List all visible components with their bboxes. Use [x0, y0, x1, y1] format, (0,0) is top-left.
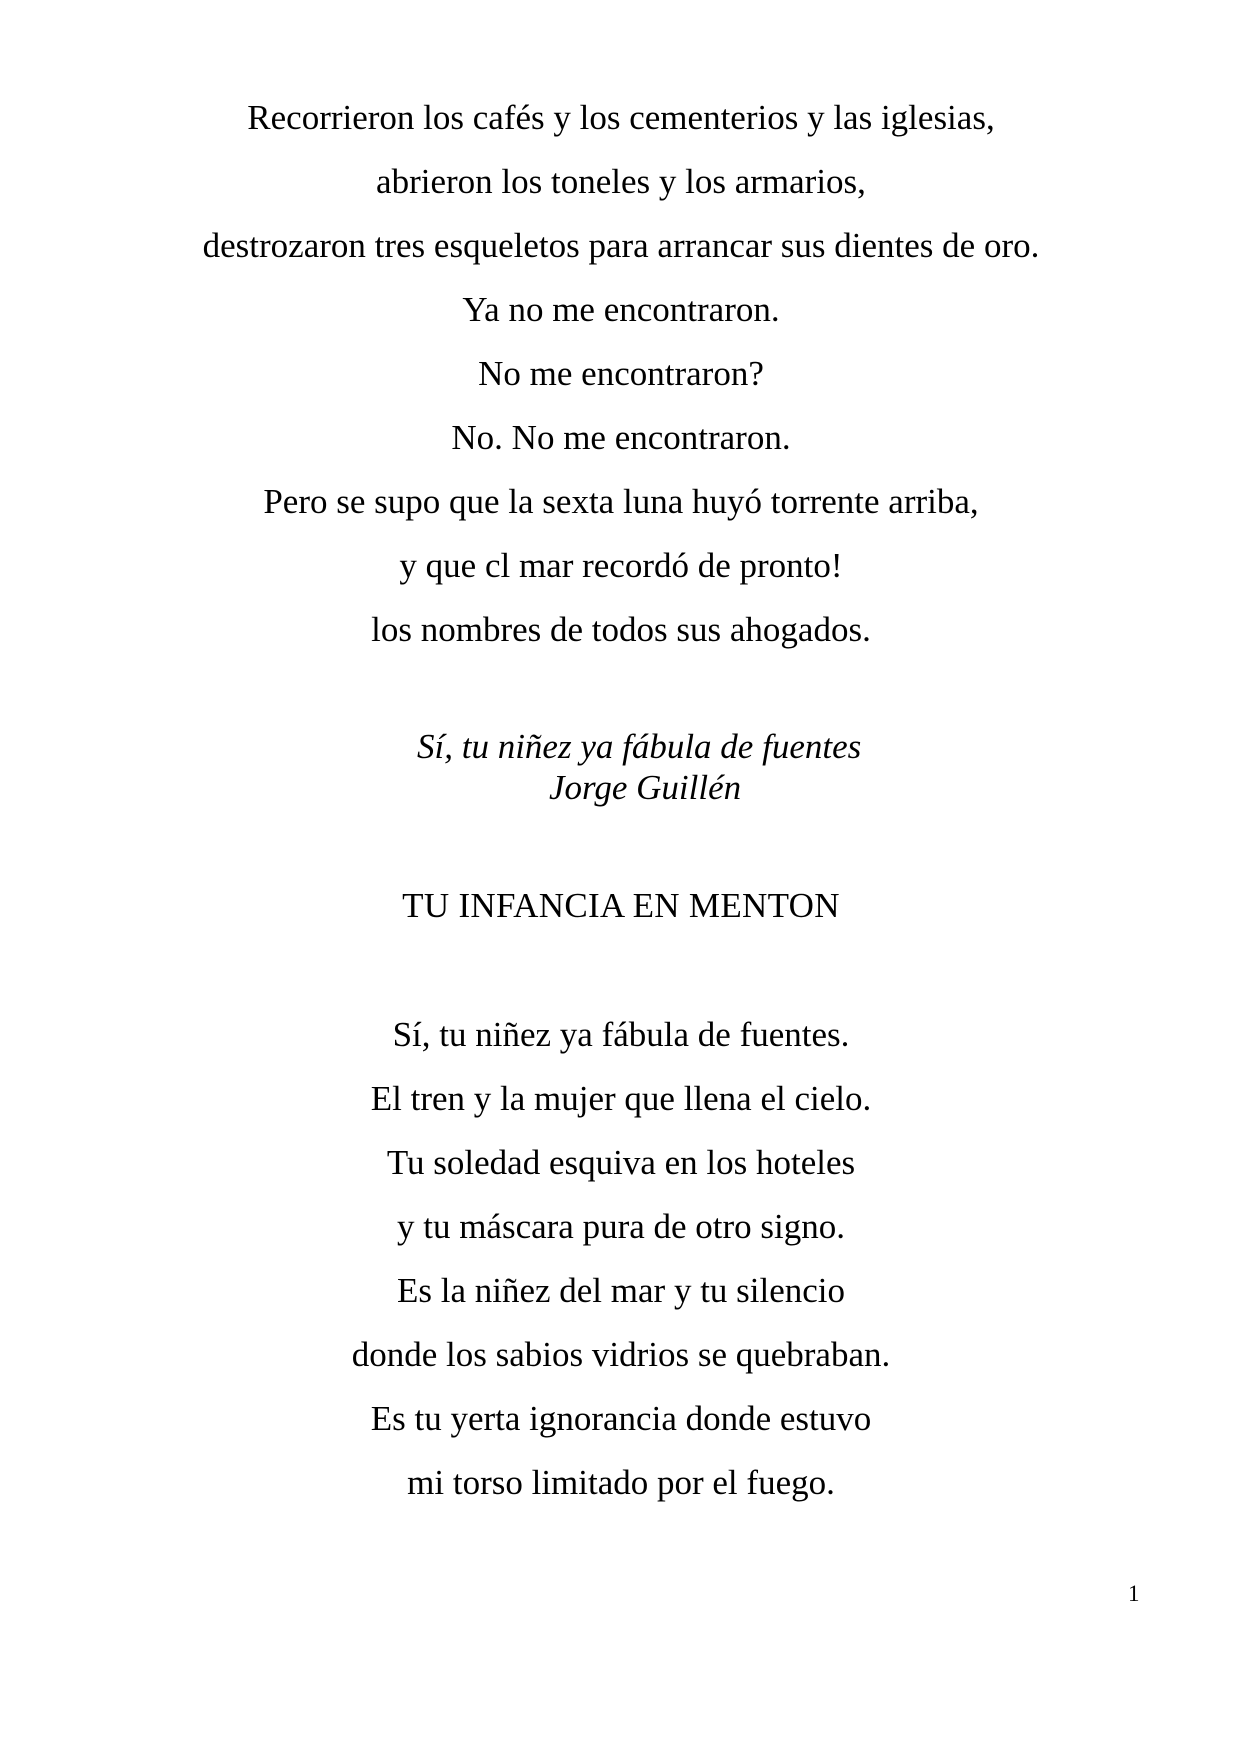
poem-line-7: Es tu yerta ignorancia donde estuvo	[370, 1399, 872, 1438]
poem-line-3: Tu soledad esquiva en los hoteles	[386, 1143, 856, 1182]
stanza-1-line-2: abrieron los toneles y los armarios,	[376, 162, 866, 201]
epigraph-quote: Sí, tu niñez ya fábula de fuentes	[417, 727, 862, 766]
poem-line-2: El tren y la mujer que llena el cielo.	[370, 1079, 872, 1118]
poem-line-6: donde los sabios vidrios se quebraban.	[351, 1335, 891, 1374]
stanza-1-line-8: y que cl mar recordó de pronto!	[399, 546, 843, 585]
poem-line-1: Sí, tu niñez ya fábula de fuentes.	[392, 1015, 850, 1054]
stanza-1-line-9: los nombres de todos sus ahogados.	[371, 610, 871, 649]
stanza-1-line-6: No. No me encontraron.	[451, 418, 791, 457]
stanza-1-line-4: Ya no me encontraron.	[462, 290, 780, 329]
stanza-1-line-5: No me encontraron?	[478, 354, 764, 393]
epigraph-author: Jorge Guillén	[549, 768, 742, 807]
poem-line-4: y tu máscara pura de otro signo.	[396, 1207, 846, 1246]
poem-line-8: mi torso limitado por el fuego.	[407, 1463, 835, 1502]
poem-title: TU INFANCIA EN MENTON	[402, 886, 840, 925]
page-number: 1	[1128, 1581, 1140, 1606]
stanza-1-line-7: Pero se supo que la sexta luna huyó torrente arriba,	[263, 482, 979, 521]
poem-line-5: Es la niñez del mar y tu silencio	[396, 1271, 846, 1310]
stanza-1-line-3: destrozaron tres esqueletos para arrancar sus dientes de oro.	[202, 226, 1040, 265]
stanza-1-line-1: Recorrieron los cafés y los cementerios y las iglesias,	[247, 98, 995, 137]
